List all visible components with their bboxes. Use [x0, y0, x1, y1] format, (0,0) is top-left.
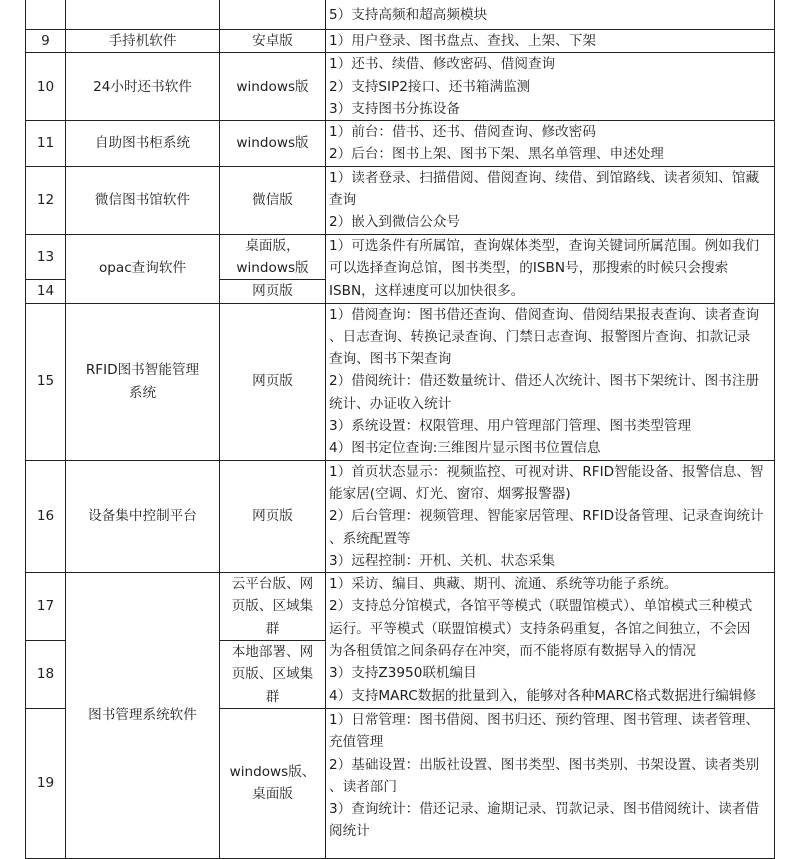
description-cell: 5）支持高频和超高频模块	[326, 0, 775, 30]
table-row	[26, 573, 775, 641]
software-name-cell: 设备集中控制平台	[66, 460, 220, 572]
version-cell: 网页版	[220, 280, 326, 303]
software-name-cell: 微信图书馆软件	[66, 166, 220, 234]
row-number-cell: 16	[26, 460, 66, 572]
description-cell: 1）日常管理：图书借阅、图书归还、预约管理、图书管理、读者管理、 充值管理 2）基础设置：出版社设置、图书类型、图书类别、书架设置、读者类别 、读者部门 3）查询统计：借还记录、逾期记录、罚款记录、图书借阅统计、读者借 阅统计	[326, 708, 775, 858]
version-cell: 网页版	[220, 460, 326, 572]
software-name-cell: 手持机软件	[66, 30, 220, 53]
row-number-cell	[26, 0, 66, 30]
version-cell: 本地部署、网 页版、区域集 群	[220, 641, 326, 709]
table-row	[26, 234, 775, 280]
row-number-cell: 11	[26, 121, 66, 167]
row-number-cell: 14	[26, 280, 66, 303]
software-name-cell	[66, 0, 220, 30]
table-row	[26, 303, 775, 460]
row-number-cell: 13	[26, 234, 66, 280]
software-list-table	[25, 0, 775, 859]
row-number-cell: 12	[26, 166, 66, 234]
description-cell: 1）可选条件有所属馆，查询媒体类型，查询关键词所属范围。例如我们 可以选择查询总馆，图书类型，的ISBN号，那搜索的时候只会搜索 ISBN，这样速度可以加快很多。	[326, 234, 775, 303]
description-cell: 1）首页状态显示：视频监控、可视对讲、RFID智能设备、报警信息、智 能家居(空调、灯光、窗帘、烟雾报警器) 2）后台管理：视频管理、智能家居管理、RFID设备管理、记录查询统计 、系统配置等 3）远程控制：开机、关机、状态采集	[326, 460, 775, 572]
row-number-cell: 17	[26, 573, 66, 641]
version-cell: 云平台版、网 页版、区域集 群	[220, 573, 326, 641]
version-cell: 微信版	[220, 166, 326, 234]
version-cell: windows版、 桌面版	[220, 708, 326, 858]
software-name-cell: opac查询软件	[66, 234, 220, 303]
description-cell: 1）还书、续借、修改密码、借阅查询 2）支持SIP2接口、还书箱满监测 3）支持图书分拣设备	[326, 53, 775, 121]
description-cell: 1）前台：借书、还书、借阅查询、修改密码 2）后台：图书上架、图书下架、黑名单管理、申述处理	[326, 121, 775, 167]
row-number-cell: 19	[26, 708, 66, 858]
software-name-cell: RFID图书智能管理 系统	[66, 303, 220, 460]
table-row	[26, 30, 775, 53]
version-cell	[220, 0, 326, 30]
row-number-cell: 18	[26, 641, 66, 709]
description-cell: 1）用户登录、图书盘点、查找、上架、下架	[326, 30, 775, 53]
version-cell: 桌面版， windows版	[220, 234, 326, 280]
description-cell: 1）采访、编目、典藏、期刊、流通、系统等功能子系统。 2）支持总分馆模式，各馆平等模式（联盟馆模式）、单馆模式三种模式 运行。平等模式（联盟馆模式）支持条码重复，各馆之间独立，不会因 为各租赁馆之间条码存在冲突，而不能将原有数据导入的情况 3）支持Z3950联机编目 4）支持MARC数据的批量到入，能够对各种MARC格式数据进行编辑修	[326, 573, 775, 709]
software-name-cell: 24小时还书软件	[66, 53, 220, 121]
version-cell: windows版	[220, 121, 326, 167]
row-number-cell: 9	[26, 30, 66, 53]
software-name-cell: 图书管理系统软件	[66, 573, 220, 859]
table-row	[26, 121, 775, 167]
description-cell: 1）读者登录、扫描借阅、借阅查询、续借、到馆路线、读者须知、馆藏 查询 2）嵌入到微信公众号	[326, 166, 775, 234]
software-name-cell: 自助图书柜系统	[66, 121, 220, 167]
table-row	[26, 460, 775, 572]
description-cell: 1）借阅查询：图书借还查询、借阅查询、借阅结果报表查询、读者查询 、日志查询、转换记录查询、门禁日志查询、报警图片查询、扣款记录 查询、图书下架查询 2）借阅统计：借还数量统计、借还人次统计、图书下架统计、图书注册 统计、办证收入统计 3）系统设置：权限管理、用户管理部门管理、图书类型管理 4）图书定位查询:三维图片显示图书位置信息	[326, 303, 775, 460]
row-number-cell: 15	[26, 303, 66, 460]
version-cell: windows版	[220, 53, 326, 121]
table-row	[26, 166, 775, 234]
table-row	[26, 53, 775, 121]
version-cell: 安卓版	[220, 30, 326, 53]
version-cell: 网页版	[220, 303, 326, 460]
row-number-cell: 10	[26, 53, 66, 121]
table-row	[26, 0, 775, 30]
